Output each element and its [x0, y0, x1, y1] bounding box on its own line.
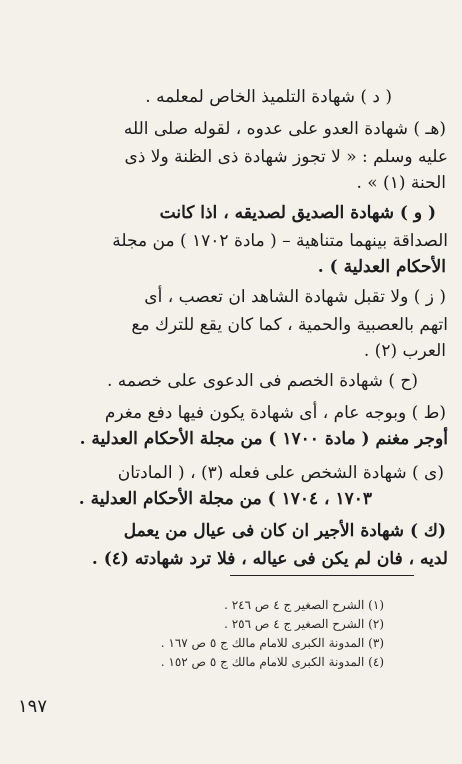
page-number: ١٩٧: [18, 696, 48, 717]
item-h-line3: الحنة (١) » .: [356, 173, 446, 193]
item-h-line1: (هـ ) شهادة العدو على عدوه ، لقوله صلى الله: [123, 119, 446, 139]
footnote-separator: [230, 575, 414, 576]
item-y-line2: ١٧٠٣ ، ١٧٠٤ ) من مجلة الأحكام العدلية .: [78, 489, 372, 509]
item-t-line2: أوجر مغنم ( مادة ١٧٠٠ ) من مجلة الأحكام العدلية .: [79, 429, 448, 449]
item-h-line2: عليه وسلم : « لا تجوز شهادة ذى الظنة ولا ذى: [124, 147, 448, 167]
footnote-1: (١) الشرح الصغير ج ٤ ص ٢٤٦ .: [224, 598, 384, 612]
item-d: ( د ) شهادة التلميذ الخاص لمعلمه .: [145, 87, 392, 107]
item-ha: (ح ) شهادة الخصم فى الدعوى على خصمه .: [106, 371, 418, 391]
item-t-line1: (ط ) وبوجه عام ، أى شهادة يكون فيها دفع مغرم: [104, 403, 446, 423]
item-w-line3: الأحكام العدلية ) .: [317, 257, 446, 277]
item-z-line1: ( ز ) ولا تقبل شهادة الشاهد ان تعصب ، أى: [144, 287, 446, 307]
footnote-3: (٣) المدونة الكبرى للامام مالك ج ٥ ص ١٦٧ .: [160, 636, 384, 650]
item-k-line1: (ك ) شهادة الأجير ان كان فى عيال من يعمل: [123, 521, 446, 541]
item-k-line2: لديه ، فان لم يكن فى عياله ، فلا ترد شهادته (٤) .: [91, 549, 448, 569]
item-y-line1: (ى ) شهادة الشخص على فعله (٣) ، ( المادتان: [117, 463, 444, 483]
item-z-line2: اتهم بالعصبية والحمية ، كما كان يقع للترك مع: [131, 315, 448, 335]
footnote-4: (٤) المدونة الكبرى للامام مالك ج ٥ ص ١٥٢ .: [160, 655, 384, 669]
footnote-2: (٢) الشرح الصغير ج ٤ ص ٢٥٦ .: [224, 617, 384, 631]
item-w-line2: الصداقة بينهما متناهية – ( مادة ١٧٠٢ ) من مجلة: [112, 231, 448, 251]
item-w-line1: ( و ) شهادة الصديق لصديقه ، اذا كانت: [159, 203, 436, 223]
item-z-line3: العرب (٢) .: [363, 341, 446, 361]
